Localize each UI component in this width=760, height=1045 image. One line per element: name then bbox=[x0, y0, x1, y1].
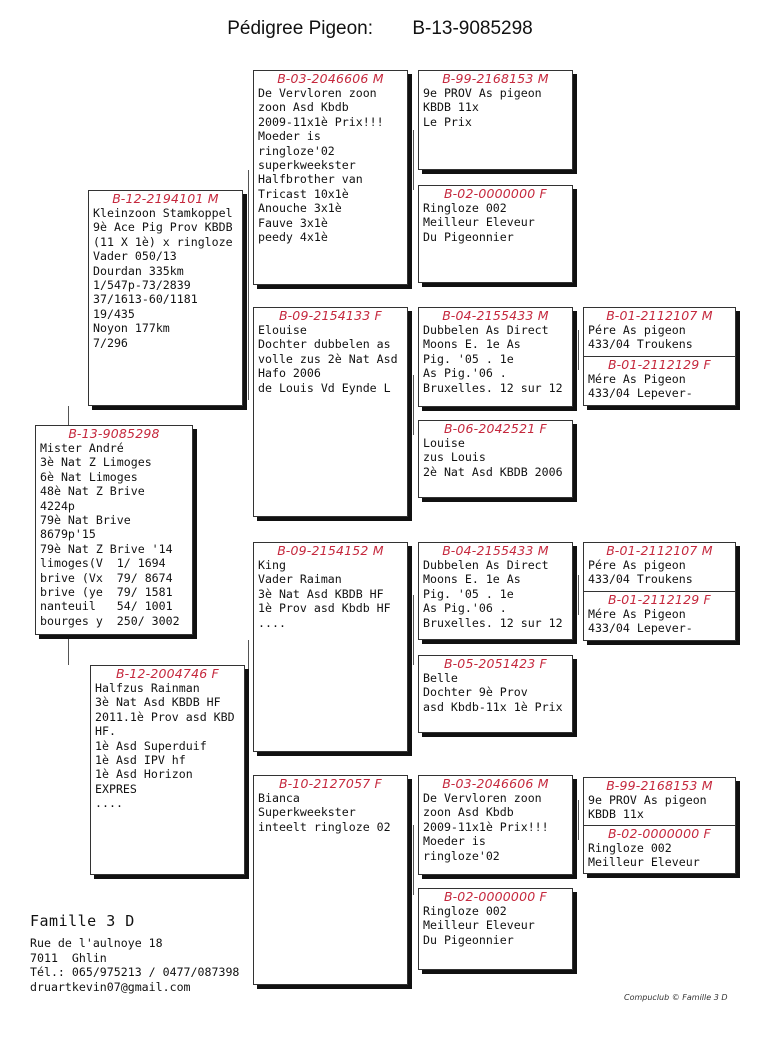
detail-line: 1è Asd Superduif bbox=[95, 738, 207, 753]
detail-line: Halfbrother van bbox=[258, 172, 363, 187]
detail-line: Meilleur Eleveur bbox=[588, 855, 700, 870]
ring-number: B-01-2112107 M bbox=[606, 308, 713, 323]
detail-line: 433/04 Lepever- bbox=[588, 386, 693, 401]
detail-line: 2009-11x1è Prix!!! bbox=[258, 114, 384, 129]
detail-line: 9è Ace Pig Prov KBDB bbox=[93, 220, 233, 235]
detail-line: KBDB 11x bbox=[423, 100, 479, 115]
pigeon-card-fmm bbox=[418, 420, 573, 498]
pigeon-card-mm bbox=[253, 775, 408, 985]
connector bbox=[413, 375, 414, 435]
connector bbox=[578, 575, 579, 615]
detail-line: nanteuil 54/ 1001 bbox=[40, 599, 173, 614]
detail-line: 6è Nat Limoges bbox=[40, 469, 138, 484]
detail-line: Halfzus Rainman bbox=[95, 681, 200, 695]
detail-line: De Vervloren zoon bbox=[258, 86, 377, 100]
ring-number: B-12-2194101 M bbox=[112, 191, 219, 206]
title-ring: B-13-9085298 bbox=[412, 18, 533, 39]
detail-line: Moeder is bbox=[423, 834, 486, 849]
detail-line: Superkweekster bbox=[258, 805, 356, 820]
pigeon-card-fff bbox=[418, 70, 573, 170]
detail-line: 433/04 Troukens bbox=[588, 572, 693, 587]
ring-number: B-10-2127057 F bbox=[279, 776, 382, 791]
ring-number: B-02-0000000 F bbox=[444, 186, 547, 201]
detail-line: Pére As pigeon bbox=[588, 558, 686, 572]
pigeon-card-mfff bbox=[583, 542, 736, 592]
detail-line: inteelt ringloze 02 bbox=[258, 819, 391, 834]
detail-line: zus Louis bbox=[423, 450, 486, 465]
ring-number: B-04-2155433 M bbox=[442, 543, 549, 558]
detail-line: Meilleur Eleveur bbox=[423, 215, 535, 230]
detail-line: Dochter dubbelen as bbox=[258, 337, 391, 352]
detail-line: 2009-11x1è Prix!!! bbox=[423, 819, 549, 834]
detail-line: 1è Prov asd Kbdb HF bbox=[258, 601, 391, 616]
connector bbox=[248, 170, 249, 400]
detail-line: brive (Vx 79/ 8674 bbox=[40, 570, 173, 585]
detail-line: Bruxelles. 12 sur 12 bbox=[423, 380, 563, 395]
detail-line: Mére As Pigeon bbox=[588, 607, 686, 621]
detail-line: Fauve 3x1è bbox=[258, 215, 328, 230]
detail-line: Vader Raiman bbox=[258, 572, 342, 587]
ring-number: B-09-2154133 F bbox=[279, 308, 382, 323]
pigeon-card-fm bbox=[253, 307, 408, 517]
detail-line: 3è Nat Z Limoges bbox=[40, 455, 152, 470]
connector bbox=[413, 825, 414, 895]
pigeon-details bbox=[419, 791, 572, 863]
ring-number: B-09-2154152 M bbox=[277, 543, 384, 558]
software-credit: Compuclub © Famille 3 D bbox=[624, 993, 728, 1002]
pigeon-card-mfm bbox=[418, 655, 573, 733]
detail-line: brive (ye 79/ 1581 bbox=[40, 584, 173, 599]
detail-line: Dubbelen As Direct bbox=[423, 323, 549, 337]
pigeon-card-mmfm bbox=[583, 825, 736, 874]
pigeon-details bbox=[584, 841, 735, 870]
detail-line: superkweekster bbox=[258, 157, 356, 172]
pigeon-details bbox=[419, 436, 572, 479]
detail-line: Dochter 9è Prov bbox=[423, 685, 528, 700]
pigeon-details bbox=[419, 323, 572, 395]
detail-line: Pére As pigeon bbox=[588, 323, 686, 337]
ring-number: B-04-2155433 M bbox=[442, 308, 549, 323]
detail-line: zoon Asd Kbdb bbox=[423, 805, 514, 820]
detail-line: 433/04 Lepever- bbox=[588, 621, 693, 636]
page-title bbox=[0, 18, 760, 40]
detail-line: 48è Nat Z Brive bbox=[40, 484, 145, 499]
breeder-city: 7011 Ghlin bbox=[30, 950, 107, 965]
detail-line: 1è Asd IPV hf bbox=[95, 752, 186, 767]
detail-line: limoges(V 1/ 1694 bbox=[40, 556, 166, 571]
pigeon-card-mf bbox=[253, 542, 408, 752]
detail-line: Le Prix bbox=[423, 114, 472, 129]
detail-line: Bruxelles. 12 sur 12 bbox=[423, 615, 563, 630]
detail-line: 3è Nat Asd KBDB HF bbox=[258, 586, 384, 601]
detail-line: Ringloze 002 bbox=[423, 201, 507, 215]
detail-line: HF. bbox=[95, 724, 116, 739]
detail-line: 7/296 bbox=[93, 335, 128, 350]
detail-line: 9e PROV As pigeon bbox=[588, 793, 707, 807]
detail-line: ringloze'02 bbox=[258, 143, 335, 158]
pigeon-card-mmf bbox=[418, 775, 573, 875]
pigeon-details bbox=[254, 86, 407, 244]
ring-number: B-01-2112107 M bbox=[606, 543, 713, 558]
detail-line: 3è Nat Asd KBDB HF bbox=[95, 695, 221, 710]
detail-line: Kleinzoon Stamkoppel bbox=[93, 206, 233, 220]
connector bbox=[248, 640, 249, 870]
breeder-email: druartkevin07@gmail.com bbox=[30, 979, 191, 994]
detail-line: Mére As Pigeon bbox=[588, 372, 686, 386]
pigeon-details bbox=[419, 904, 572, 947]
ring-number: B-02-0000000 F bbox=[608, 826, 711, 841]
detail-line: 79è Nat Z Brive '14 bbox=[40, 541, 173, 556]
ring-number: B-12-2004746 F bbox=[116, 666, 219, 681]
detail-line: Moeder is bbox=[258, 129, 321, 144]
detail-line: Moons E. 1e As bbox=[423, 337, 521, 352]
breeder-name: Famille 3 D bbox=[30, 912, 135, 930]
pigeon-details bbox=[584, 323, 735, 352]
ring-number: B-01-2112129 F bbox=[608, 357, 711, 372]
detail-line: Vader 050/13 bbox=[93, 249, 177, 264]
detail-line: As Pig.'06 . bbox=[423, 366, 507, 381]
detail-line: volle zus 2è Nat Asd bbox=[258, 351, 398, 366]
ring-number: B-02-0000000 F bbox=[444, 889, 547, 904]
detail-line: Belle bbox=[423, 671, 458, 685]
detail-line: peedy 4x1è bbox=[258, 229, 328, 244]
pigeon-card-father bbox=[88, 190, 243, 406]
detail-line: King bbox=[258, 558, 286, 572]
detail-line: Ringloze 002 bbox=[588, 841, 672, 855]
ring-number: B-13-9085298 bbox=[68, 426, 160, 441]
pigeon-details bbox=[419, 558, 572, 630]
pigeon-card-fmf bbox=[418, 307, 573, 407]
pigeon-card-mmm bbox=[418, 888, 573, 970]
pigeon-card-ffm bbox=[418, 185, 573, 283]
detail-line: ringloze'02 bbox=[423, 848, 500, 863]
connector bbox=[578, 330, 579, 370]
detail-line: KBDB 11x bbox=[588, 807, 644, 822]
ring-number: B-03-2046606 M bbox=[442, 776, 549, 791]
detail-line: 9e PROV As pigeon bbox=[423, 86, 542, 100]
pigeon-details bbox=[254, 323, 407, 395]
pigeon-card-mff bbox=[418, 542, 573, 640]
detail-line: Noyon 177km bbox=[93, 321, 170, 336]
detail-line: 1/547p-73/2839 bbox=[93, 277, 191, 292]
detail-line: 2è Nat Asd KBDB 2006 bbox=[423, 464, 563, 479]
pigeon-details bbox=[419, 86, 572, 129]
breeder-contact bbox=[30, 912, 239, 994]
ring-number: B-05-2051423 F bbox=[444, 656, 547, 671]
connector bbox=[413, 595, 414, 665]
detail-line: Du Pigeonnier bbox=[423, 932, 514, 947]
pigeon-details bbox=[89, 206, 242, 350]
breeder-phone: Tél.: 065/975213 / 0477/087398 bbox=[30, 965, 240, 979]
detail-line: zoon Asd Kbdb bbox=[258, 100, 349, 115]
pigeon-details bbox=[584, 372, 735, 401]
ring-number: B-99-2168153 M bbox=[442, 71, 549, 86]
pigeon-card-subject bbox=[35, 425, 193, 635]
detail-line: De Vervloren zoon bbox=[423, 791, 542, 805]
detail-line: .... bbox=[258, 615, 286, 630]
detail-line: Moons E. 1e As bbox=[423, 572, 521, 587]
detail-line: Pig. '05 . 1e bbox=[423, 351, 514, 366]
connector bbox=[68, 635, 69, 665]
detail-line: 2011.1è Prov asd KBD bbox=[95, 709, 235, 724]
breeder-address: Rue de l'aulnoye 18 bbox=[30, 936, 163, 950]
pigeon-details bbox=[584, 558, 735, 587]
pigeon-details bbox=[584, 607, 735, 636]
detail-line: Du Pigeonnier bbox=[423, 229, 514, 244]
pigeon-card-ff bbox=[253, 70, 408, 285]
detail-line: 1è Asd Horizon bbox=[95, 767, 193, 782]
detail-line: asd Kbdb-11x 1è Prix bbox=[423, 699, 563, 714]
ring-number: B-03-2046606 M bbox=[277, 71, 384, 86]
pigeon-details bbox=[419, 201, 572, 244]
detail-line: Meilleur Eleveur bbox=[423, 918, 535, 933]
detail-line: Pig. '05 . 1e bbox=[423, 586, 514, 601]
pigeon-details bbox=[419, 671, 572, 714]
pigeon-card-mmff bbox=[583, 777, 736, 826]
ring-number: B-06-2042521 F bbox=[444, 421, 547, 436]
detail-line: de Louis Vd Eynde L bbox=[258, 380, 391, 395]
detail-line: 37/1613-60/1181 bbox=[93, 292, 198, 307]
detail-line: bourges y 250/ 3002 bbox=[40, 613, 180, 628]
connector bbox=[578, 800, 579, 840]
pigeon-card-fmfm bbox=[583, 356, 736, 406]
pigeon-details bbox=[584, 793, 735, 822]
detail-line: Bianca bbox=[258, 791, 300, 805]
title-label: Pédigree Pigeon: bbox=[227, 18, 374, 39]
detail-line: (11 X 1è) x ringloze bbox=[93, 234, 233, 249]
ring-number: B-99-2168153 M bbox=[606, 778, 713, 793]
pigeon-card-fmff bbox=[583, 307, 736, 357]
pigeon-details bbox=[36, 441, 192, 628]
connector bbox=[413, 130, 414, 190]
detail-line: 8679p'15 bbox=[40, 527, 96, 542]
ring-number: B-01-2112129 F bbox=[608, 592, 711, 607]
detail-line: Ringloze 002 bbox=[423, 904, 507, 918]
detail-line: Mister André bbox=[40, 441, 124, 455]
detail-line: Tricast 10x1è bbox=[258, 186, 349, 201]
pigeon-details bbox=[91, 681, 244, 811]
connector bbox=[68, 406, 69, 426]
pigeon-details bbox=[254, 791, 407, 834]
detail-line: 19/435 bbox=[93, 306, 135, 321]
detail-line: .... bbox=[95, 796, 123, 811]
detail-line: Elouise bbox=[258, 323, 307, 337]
detail-line: As Pig.'06 . bbox=[423, 601, 507, 616]
pigeon-details bbox=[254, 558, 407, 630]
detail-line: EXPRES bbox=[95, 781, 137, 796]
detail-line: Dourdan 335km bbox=[93, 263, 184, 278]
detail-line: Dubbelen As Direct bbox=[423, 558, 549, 572]
detail-line: 433/04 Troukens bbox=[588, 337, 693, 352]
detail-line: Anouche 3x1è bbox=[258, 201, 342, 216]
pigeon-card-mffm bbox=[583, 591, 736, 641]
detail-line: 4224p bbox=[40, 498, 75, 513]
detail-line: Hafo 2006 bbox=[258, 366, 321, 381]
pigeon-card-mother bbox=[90, 665, 245, 875]
detail-line: 79è Nat Brive bbox=[40, 512, 131, 527]
detail-line: Louise bbox=[423, 436, 465, 450]
